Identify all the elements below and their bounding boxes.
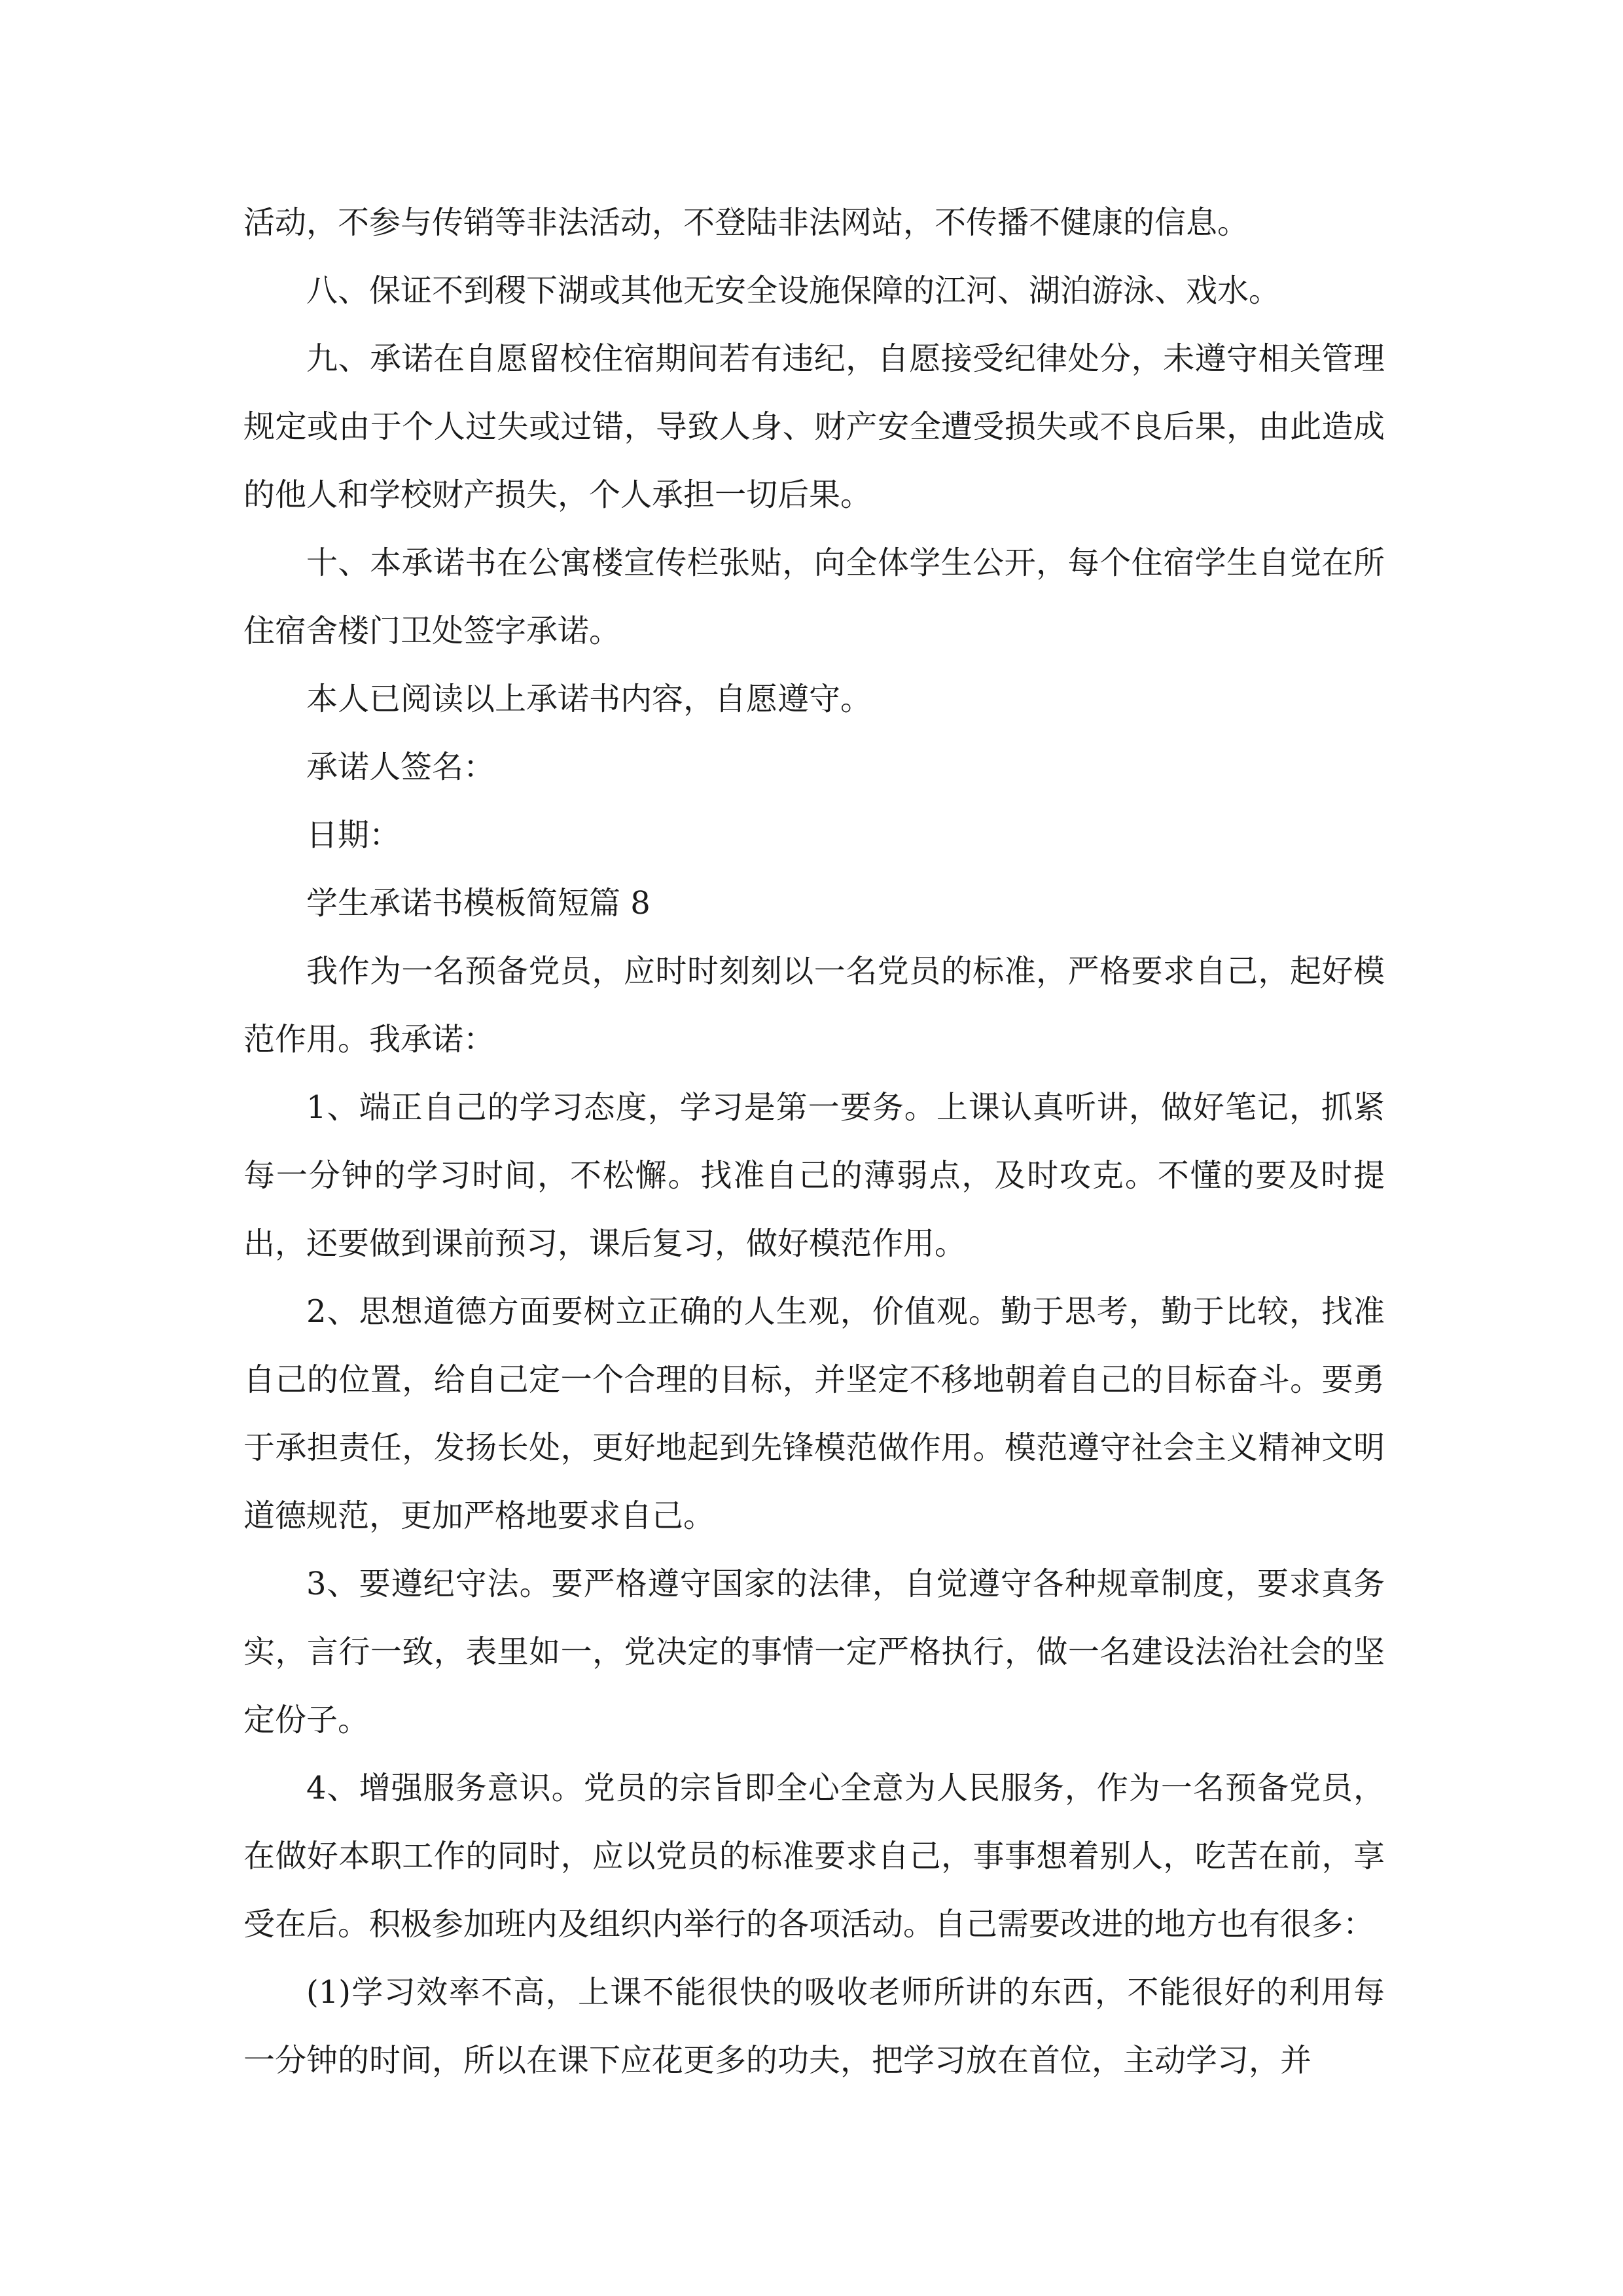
paragraph-item-2: 2、思想道德方面要树立正确的人生观，价值观。勤于思考，勤于比较，找准自己的位置，给自己定一个合理的目标，并坚定不移地朝着自己的目标奋斗。要勇于承担责任，发扬长处，更好地起到先锋模范做作用。模范遵守社会主义精神文明道德规范，更加严格地要求自己。	[243, 1293, 1385, 1534]
paragraph-subitem-1: (1)学习效率不高，上课不能很快的吸收老师所讲的东西，不能很好的利用每一分钟的时间，所以在课下应花更多的功夫，把学习放在首位，主动学习，并	[243, 1974, 1385, 2079]
signature-line: 承诺人签名：	[306, 749, 495, 785]
paragraph-acknowledgement: 本人已阅读以上承诺书内容，自愿遵守。	[306, 681, 872, 717]
paragraph-clause-9: 九、承诺在自愿留校住宿期间若有违纪，自愿接受纪律处分，未遵守相关管理规定或由于个人过失或过错，导致人身、财产安全遭受损失或不良后果，由此造成的他人和学校财产损失，个人承担一切后果。	[243, 340, 1385, 513]
date-line: 日期：	[306, 817, 401, 853]
paragraph-item-1: 1、端正自己的学习态度，学习是第一要务。上课认真听讲，做好笔记，抓紧每一分钟的学习时间，不松懈。找准自己的薄弱点，及时攻克。不懂的要及时提出，还要做到课前预习，课后复习，做好模范作用。	[243, 1089, 1385, 1262]
document-body	[243, 188, 1385, 2094]
paragraph-item-4: 4、增强服务意识。党员的宗旨即全心全意为人民服务，作为一名预备党员，在做好本职工作的同时，应以党员的标准要求自己，事事想着别人，吃苦在前，享受在后。积极参加班内及组织内举行的各项活动。自己需要改进的地方也有很多：	[243, 1770, 1385, 1943]
section-heading: 学生承诺书模板简短篇 8	[306, 885, 651, 922]
paragraph-clause-10: 十、本承诺书在公寓楼宣传栏张贴，向全体学生公开，每个住宿学生自觉在所住宿舍楼门卫处签字承诺。	[243, 545, 1385, 649]
paragraph-intro: 我作为一名预备党员，应时时刻刻以一名党员的标准，严格要求自己，起好模范作用。我承诺：	[243, 953, 1385, 1058]
paragraph-clause-8: 八、保证不到稷下湖或其他无安全设施保障的江河、湖泊游泳、戏水。	[306, 272, 1281, 309]
paragraph-item-3: 3、要遵纪守法。要严格遵守国家的法律，自觉遵守各种规章制度，要求真务实，言行一致，表里如一，党决定的事情一定严格执行，做一名建设法治社会的坚定份子。	[243, 1566, 1385, 1738]
paragraph-continuation: 活动，不参与传销等非法活动，不登陆非法网站，不传播不健康的信息。	[243, 204, 1249, 241]
